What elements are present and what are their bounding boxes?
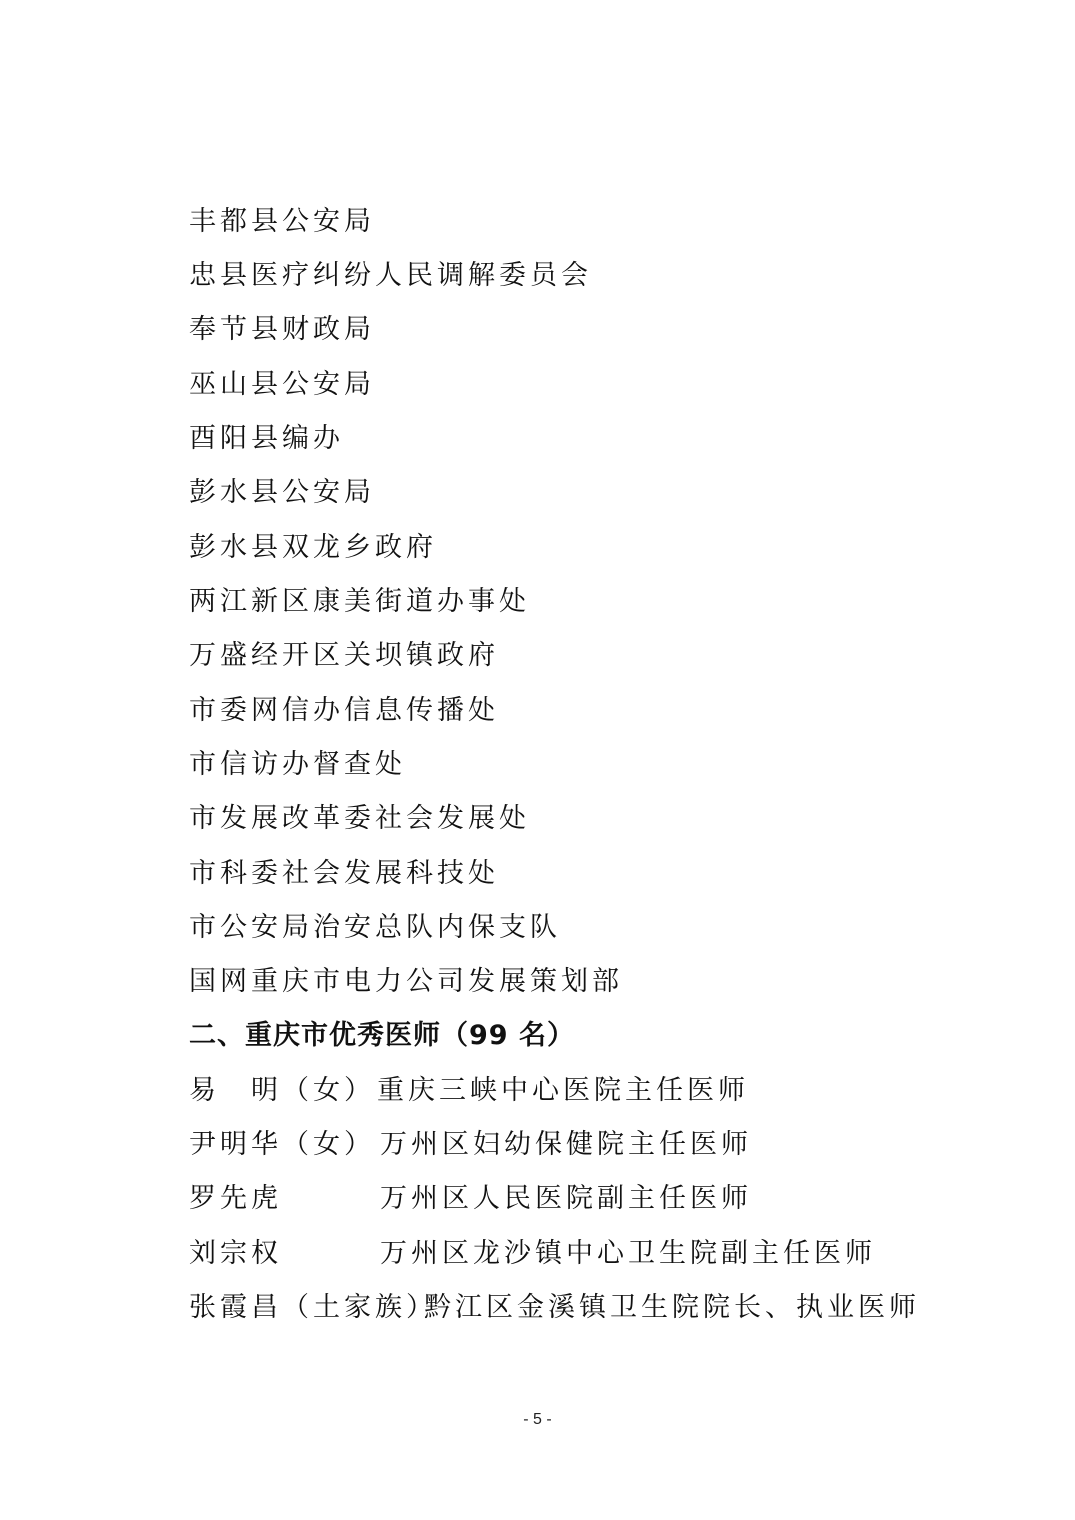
organization-item: 彭水县公安局 [189, 477, 375, 508]
section-heading: 二、重庆市优秀医师（99 名） [189, 1020, 575, 1051]
page-number: - 5 - [523, 1411, 552, 1428]
organization-item: 忠县医疗纠纷人民调解委员会 [189, 260, 592, 291]
doctor-name: 张霞昌（土家族） [189, 1292, 437, 1323]
doctor-name: 刘宗权 [189, 1238, 282, 1269]
doctor-description: 万州区龙沙镇中心卫生院副主任医师 [380, 1238, 876, 1269]
organization-item: 市信访办督查处 [189, 749, 406, 780]
organization-item: 酉阳县编办 [189, 423, 344, 454]
organization-item: 市科委社会发展科技处 [189, 858, 499, 889]
organization-item: 市公安局治安总队内保支队 [189, 912, 561, 943]
doctor-description: 黔江区金溪镇卫生院院长、执业医师 [424, 1292, 920, 1323]
organization-item: 两江新区康美街道办事处 [189, 586, 530, 617]
organization-item: 巫山县公安局 [189, 369, 375, 400]
organization-item: 国网重庆市电力公司发展策划部 [189, 966, 623, 997]
organization-item: 奉节县财政局 [189, 314, 375, 345]
doctor-description: 重庆三峡中心医院主任医师 [377, 1075, 749, 1106]
doctor-name: 易 明（女） [189, 1075, 375, 1106]
organization-item: 市委网信办信息传播处 [189, 695, 499, 726]
doctor-name: 尹明华（女） [189, 1129, 375, 1160]
organization-item: 万盛经开区关坝镇政府 [189, 640, 499, 671]
doctor-name: 罗先虎 [189, 1183, 282, 1214]
organization-item: 市发展改革委社会发展处 [189, 803, 530, 834]
doctor-description: 万州区人民医院副主任医师 [380, 1183, 752, 1214]
organization-item: 丰都县公安局 [189, 206, 375, 237]
doctor-description: 万州区妇幼保健院主任医师 [380, 1129, 752, 1160]
organization-item: 彭水县双龙乡政府 [189, 532, 437, 563]
